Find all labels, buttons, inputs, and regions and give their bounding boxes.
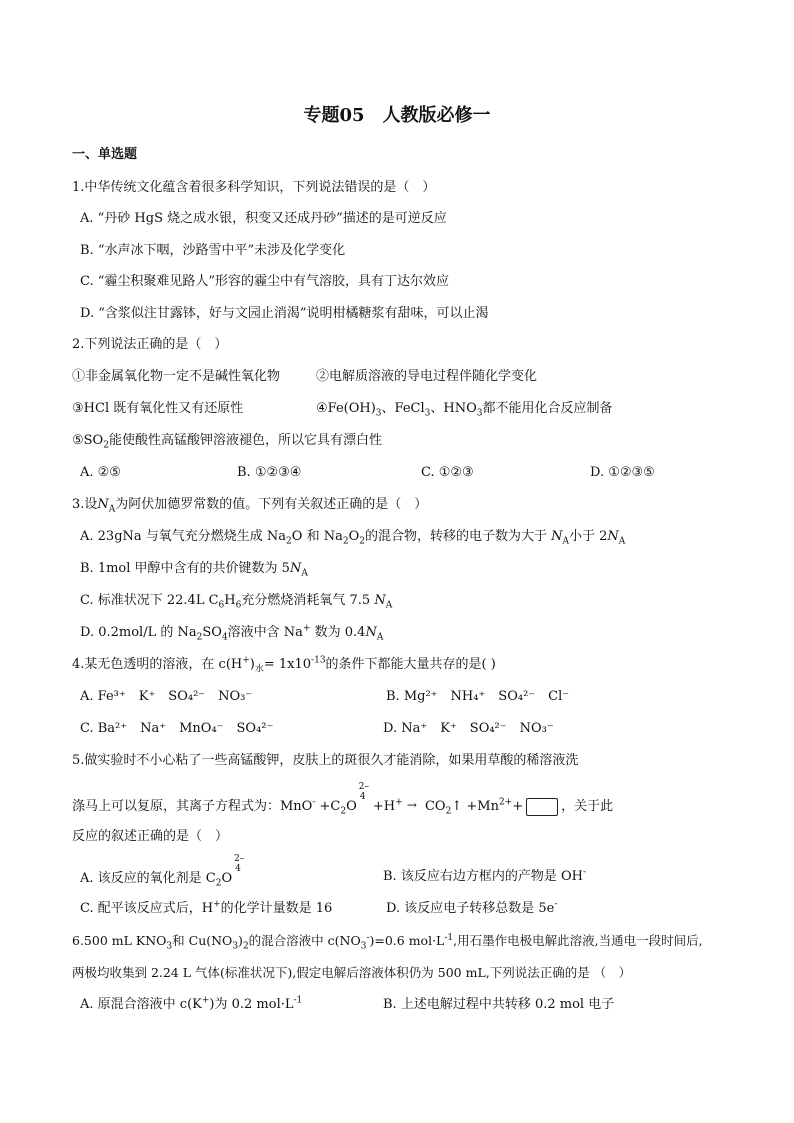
q4-option-a: A. Fe³⁺ K⁺ SO₄²⁻ NO₃⁻ <box>80 689 253 704</box>
q2-stem: 2.下列说法正确的是（ ） <box>72 337 228 352</box>
q4-stem: 4.某无色透明的溶液，在 $c(H^+)_水= 1x10^{-13}$的条件下都能大量共存的是( ) <box>72 655 496 675</box>
q6-line-2: 两极均收集到 2.24 L 气体(标准状况下),假定电解后溶液体积仍为 500 mL,下列说法正确的是 （ ） <box>72 965 632 980</box>
q3-option-d: D. 0.2mol/L 的 $Na_2SO_4$溶液中含 Na+ 数为 $0.4N_A$ <box>80 623 384 643</box>
q3-option-a: A. 23gNa 与氧气充分燃烧生成 $Na_2O$ 和 $Na_2O_2$的混合物，转移的电子数为大于 $N_A$小于 $2N_A$ <box>80 529 626 547</box>
q3-stem: 3.设$N_A$为阿伏加德罗常数的值。下列有关叙述正确的是（ ） <box>72 497 428 515</box>
q4-option-d: D. Na⁺ K⁺ SO₄²⁻ NO₃⁻ <box>383 721 554 736</box>
q3-option-b: B. 1mol 甲醇中含有的共价键数为 $5N_A$ <box>80 561 308 579</box>
q5-option-b: B. 该反应右边方框内的产物是 OH- <box>383 867 586 884</box>
q4-option-b: B. Mg²⁺ NH₄⁺ SO₄²⁻ Cl⁻ <box>386 689 570 704</box>
q2-option-d: D. ①②③⑤ <box>590 465 655 480</box>
q2-option-a: A. ②⑤ <box>80 465 121 480</box>
q2-option-b: B. ①②③④ <box>237 465 302 480</box>
q3-option-c: C. 标准状况下 22.4L $C_6H_6$充分燃烧消耗氧气 7.5 $N_A$ <box>80 593 393 611</box>
q2-option-c: C. ①②③ <box>421 465 474 480</box>
q1-option-d: D. “含浆似注甘露钵，好与文园止消渴”说明柑橘糖浆有甜味，可以止渴 <box>80 306 489 321</box>
q1-option-c: C. “霾尘积聚难见路人”形容的霾尘中有气溶胶，具有丁达尔效应 <box>80 274 450 289</box>
q1-stem: 1.中华传统文化蕴含着很多科学知识，下列说法错误的是（ ） <box>72 180 436 195</box>
q1-option-a: A. “丹砂 HgS 烧之成水银，积变又还成丹砂”描述的是可逆反应 <box>80 211 447 226</box>
q2-statement-5: $⑤SO_2$能使酸性高锰酸钾溶液褪色，所以它具有漂白性 <box>72 433 382 451</box>
product-blank-box <box>526 798 558 816</box>
q5-option-c: C. 配平该反应式后，H+的化学计量数是 16 <box>80 899 333 916</box>
q1-option-b: B. “水声冰下咽，沙路雪中平”未涉及化学变化 <box>80 243 346 258</box>
q4-option-c: C. Ba²⁺ Na⁺ MnO₄⁻ SO₄²⁻ <box>80 721 274 736</box>
q2-statement-3: ③HCl 既有氧化性又有还原性 <box>72 401 244 416</box>
q6-option-a: A. 原混合溶液中 c(K+)为 0.2 $mol\cdot L^{-1}$ <box>80 995 303 1012</box>
q2-statement-2: ②电解质溶液的导电过程伴随化学变化 <box>316 369 538 384</box>
section-heading: 一、单选题 <box>72 147 138 162</box>
q2-statement-1: ①非金属氧化物一定不是碱性氧化物 <box>72 369 281 384</box>
q5-ionic-equation: 涤马上可以复原，其离子方程式为：$MnO^- +C_2O$ 2– 4 +H+ → $CO_2↑ +Mn^{2+}+$ ，关于此 <box>72 782 614 817</box>
q6-line-1: 6.500 mL $KNO_3$和 $Cu(NO_3)_2$的混合溶液中 $c(NO_3^-)=0.6$ $mol\cdot L^{-1}$,用石墨作电极电解此溶液,当通电一段时间后, <box>72 932 703 952</box>
page-title: 专题05 人教版必修一 <box>303 105 491 126</box>
q2-statement-4: $④Fe(OH)_3$、FeCl$_3$、$HNO_3$都不能用化合反应制备 <box>316 401 613 419</box>
q5-line-1: 5.做实验时不小心粘了一些高锰酸钾，皮肤上的斑很久才能消除，如果用草酸的稀溶液洗 <box>72 753 579 768</box>
q6-option-b: B. 上述电解过程中共转移 0.2 mol 电子 <box>383 997 615 1012</box>
q5-line-3: 反应的叙述正确的是（ ） <box>72 829 229 844</box>
q5-option-a: A. 该反应的氧化剂是 $C_2O$ 2– 4 <box>80 854 245 889</box>
q5-option-d: D. 该反应电子转移总数是 5e- <box>386 899 558 916</box>
